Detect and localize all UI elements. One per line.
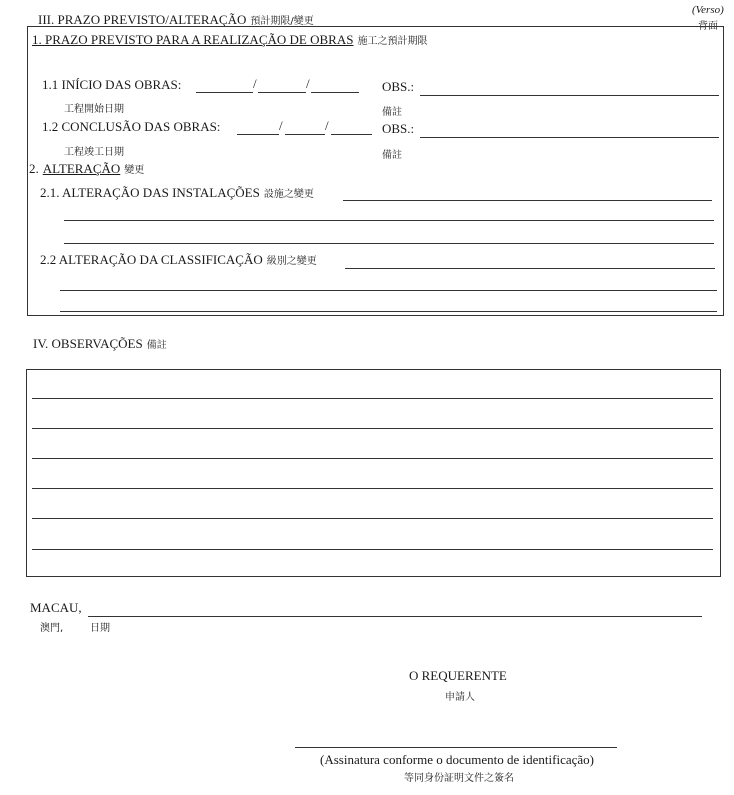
start-date-label: 1.1 INÍCIO DAS OBRAS: [42, 77, 182, 92]
start-date-cn: 工程開始日期 [64, 104, 124, 115]
section-4-title-cn: 備註 [146, 340, 167, 351]
observations-line-6[interactable] [32, 549, 713, 550]
end-day-field[interactable] [237, 134, 279, 135]
installations-label [40, 184, 314, 202]
macau-label: MACAU, [30, 600, 82, 615]
classification-line-3[interactable] [60, 311, 717, 312]
section-3-title-text: III. PRAZO PREVISTO/ALTERAÇÃO [38, 12, 247, 27]
section-3-title-cn: 預計期限/變更 [250, 16, 314, 27]
part-1-title [32, 31, 427, 49]
signature-label: (Assinatura conforme o documento de identificação) [320, 752, 594, 767]
part-2-title-text: ALTERAÇÃO [42, 161, 121, 176]
observations-box [26, 369, 721, 577]
start-slash-1: / [253, 76, 257, 91]
macau-label-cn: 澳門, [40, 623, 64, 634]
start-obs-field[interactable] [420, 95, 719, 96]
installations-line-2[interactable] [64, 220, 714, 221]
start-day-field[interactable] [196, 92, 253, 93]
classification-label-cn: 級別之變更 [266, 256, 317, 267]
requerente-label-cn: 申請人 [445, 692, 475, 703]
end-obs-label: OBS.: [382, 121, 415, 136]
part-2-num: 2. [29, 161, 39, 176]
installations-label-text: 2.1. ALTERAÇÃO DAS INSTALAÇÕES [40, 185, 260, 200]
part-1-title-text: 1. PRAZO PREVISTO PARA A REALIZAÇÃO DE OBRAS [32, 32, 354, 47]
verso-label-cn: 背面 [698, 21, 718, 32]
installations-line-3[interactable] [64, 243, 714, 244]
installations-label-cn: 設施之變更 [263, 189, 314, 200]
end-obs-cn: 備註 [382, 150, 402, 161]
part-2-title-cn: 變更 [124, 165, 145, 176]
observations-line-3[interactable] [32, 458, 713, 459]
end-date-label: 1.2 CONCLUSÃO DAS OBRAS: [42, 119, 221, 134]
observations-line-5[interactable] [32, 518, 713, 519]
installations-line-1[interactable] [343, 200, 712, 201]
verso-label: (Verso) [692, 4, 724, 16]
start-obs-cn: 備註 [382, 107, 402, 118]
section-4-title-text: IV. OBSERVAÇÕES [33, 336, 143, 351]
observations-line-1[interactable] [32, 398, 713, 399]
end-date-cn: 工程竣工日期 [64, 147, 124, 158]
observations-line-4[interactable] [32, 488, 713, 489]
classification-line-2[interactable] [60, 290, 717, 291]
classification-label-text: 2.2 ALTERAÇÃO DA CLASSIFICAÇÃO [40, 252, 263, 267]
signature-label-cn: 等同身份証明文件之簽名 [404, 773, 514, 784]
classification-line-1[interactable] [345, 268, 715, 269]
start-year-field[interactable] [311, 92, 359, 93]
end-slash-1: / [279, 118, 283, 133]
requerente-label: O REQUERENTE [409, 668, 507, 683]
classification-label [40, 251, 317, 269]
date-label-cn: 日期 [90, 623, 110, 634]
part-1-title-cn: 施工之預計期限 [357, 36, 428, 47]
end-year-field[interactable] [331, 134, 372, 135]
end-obs-field[interactable] [420, 137, 719, 138]
signature-field[interactable] [295, 747, 617, 748]
section-4-title [33, 335, 167, 353]
start-obs-label: OBS.: [382, 79, 415, 94]
date-field[interactable] [88, 616, 702, 617]
end-month-field[interactable] [285, 134, 325, 135]
end-slash-2: / [325, 118, 329, 133]
observations-line-2[interactable] [32, 428, 713, 429]
start-month-field[interactable] [258, 92, 306, 93]
part-2-title [29, 160, 144, 178]
start-slash-2: / [306, 76, 310, 91]
